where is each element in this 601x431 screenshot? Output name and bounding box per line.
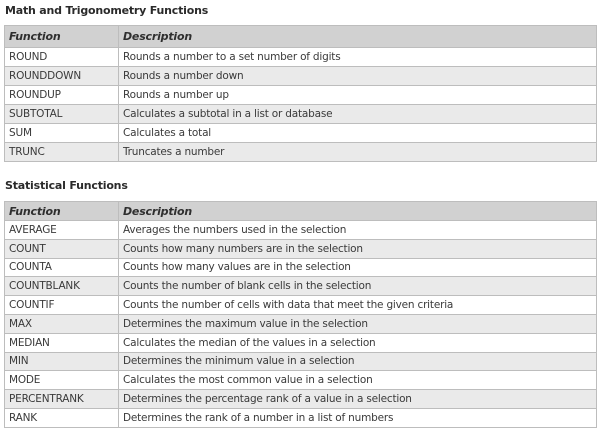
table-row: [5, 352, 597, 371]
function-description-cell: Determines the percentage rank of a value in a selection: [119, 390, 597, 409]
table-row: [5, 277, 597, 296]
table-row: [5, 258, 597, 277]
function-name-cell: COUNTBLANK: [5, 277, 119, 296]
function-name-cell: SUBTOTAL: [5, 105, 119, 124]
function-description-cell: Calculates the median of the values in a selection: [119, 333, 597, 352]
table-row: [5, 105, 597, 124]
table-header-row: [5, 202, 597, 221]
function-name-cell: MODE: [5, 371, 119, 390]
statistical-functions-table: [4, 201, 597, 428]
function-description-cell: Counts the number of cells with data that meet the given criteria: [119, 296, 597, 315]
table-row: [5, 143, 597, 162]
function-name-cell: ROUNDDOWN: [5, 67, 119, 86]
function-name-cell: PERCENTRANK: [5, 390, 119, 409]
math-trig-functions-table: [4, 25, 597, 162]
statistical-section-title: Statistical Functions: [5, 179, 128, 192]
function-description-cell: Counts how many numbers are in the selection: [119, 239, 597, 258]
column-header-function: Function: [5, 202, 119, 221]
column-header-function: Function: [5, 26, 119, 48]
column-header-description: Description: [119, 202, 597, 221]
function-name-cell: COUNT: [5, 239, 119, 258]
table-row: [5, 314, 597, 333]
function-description-cell: Determines the minimum value in a selection: [119, 352, 597, 371]
function-name-cell: TRUNC: [5, 143, 119, 162]
function-name-cell: RANK: [5, 408, 119, 427]
function-description-cell: Counts the number of blank cells in the selection: [119, 277, 597, 296]
table-row: [5, 86, 597, 105]
function-name-cell: ROUND: [5, 48, 119, 67]
table-row: [5, 296, 597, 315]
column-header-description: Description: [119, 26, 597, 48]
function-description-cell: Calculates a subtotal in a list or database: [119, 105, 597, 124]
table-row: [5, 390, 597, 409]
table-row: [5, 239, 597, 258]
table-row: [5, 124, 597, 143]
table-row: [5, 67, 597, 86]
function-description-cell: Rounds a number to a set number of digits: [119, 48, 597, 67]
function-name-cell: MAX: [5, 314, 119, 333]
table-row: [5, 221, 597, 240]
function-name-cell: COUNTIF: [5, 296, 119, 315]
table-header-row: [5, 26, 597, 48]
function-name-cell: AVERAGE: [5, 221, 119, 240]
table-row: [5, 333, 597, 352]
math-trig-section-title: Math and Trigonometry Functions: [5, 4, 209, 17]
function-description-cell: Calculates a total: [119, 124, 597, 143]
function-description-cell: Determines the rank of a number in a list of numbers: [119, 408, 597, 427]
function-description-cell: Counts how many values are in the selection: [119, 258, 597, 277]
function-name-cell: MEDIAN: [5, 333, 119, 352]
function-description-cell: Truncates a number: [119, 143, 597, 162]
function-description-cell: Calculates the most common value in a selection: [119, 371, 597, 390]
table-row: [5, 371, 597, 390]
function-description-cell: Rounds a number down: [119, 67, 597, 86]
function-name-cell: MIN: [5, 352, 119, 371]
function-description-cell: Rounds a number up: [119, 86, 597, 105]
function-description-cell: Averages the numbers used in the selection: [119, 221, 597, 240]
table-row: [5, 48, 597, 67]
function-name-cell: ROUNDUP: [5, 86, 119, 105]
function-description-cell: Determines the maximum value in the selection: [119, 314, 597, 333]
function-name-cell: COUNTA: [5, 258, 119, 277]
function-name-cell: SUM: [5, 124, 119, 143]
table-row: [5, 408, 597, 427]
